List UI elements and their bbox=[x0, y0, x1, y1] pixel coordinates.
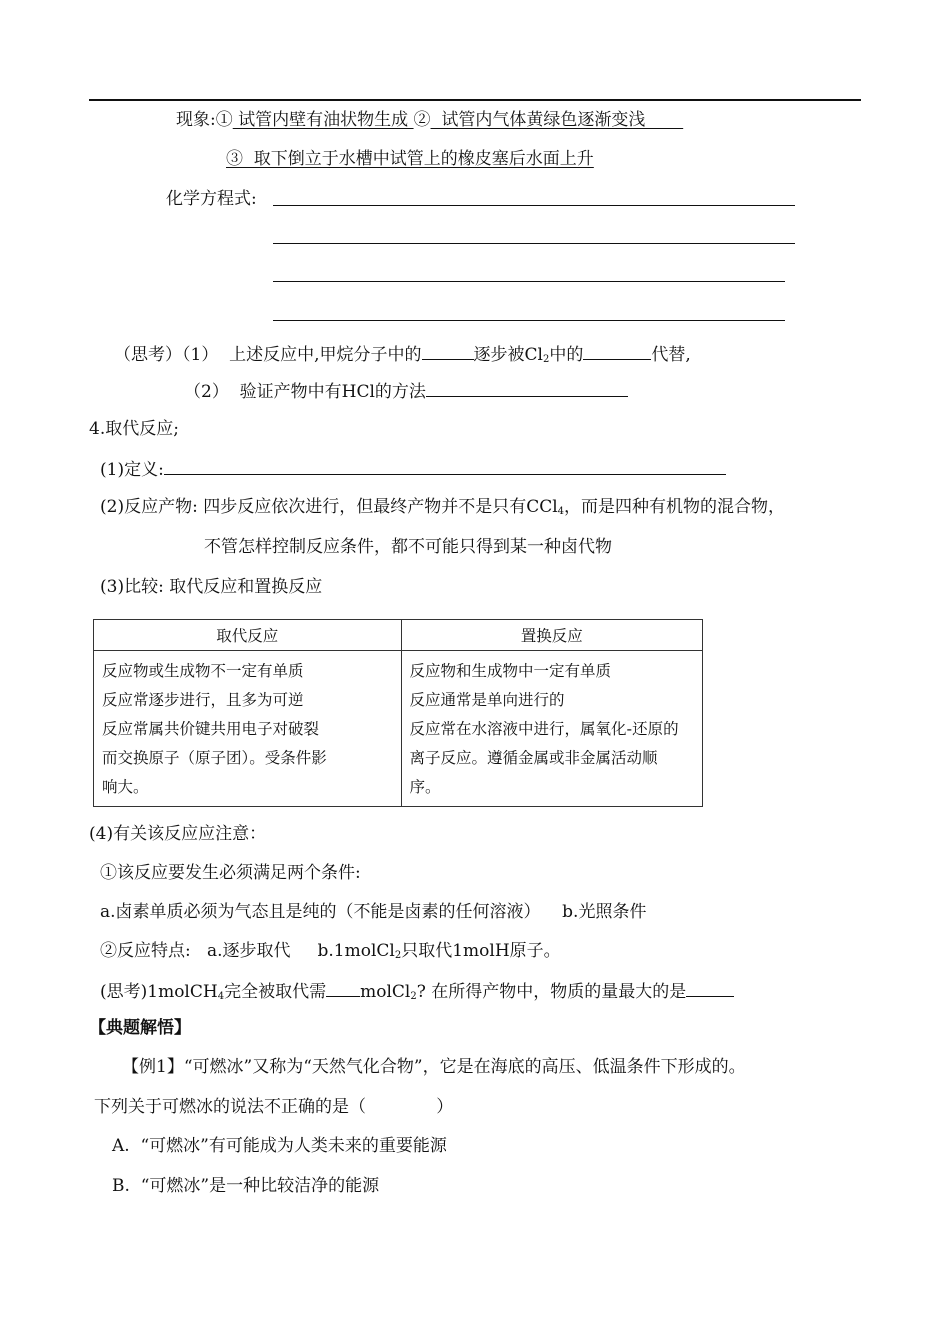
blank-definition[interactable] bbox=[164, 456, 726, 475]
table-cell-displacement bbox=[401, 651, 702, 807]
q-text-d: ? 在所得产物中，物质的量最大的是 bbox=[416, 982, 687, 1002]
examples-title: 【典题解悟】 bbox=[89, 1018, 191, 1038]
phenomenon-line-2 bbox=[226, 147, 594, 171]
notes-title: (4)有关该反应应注意： bbox=[89, 824, 267, 844]
cell-line: 序。 bbox=[409, 778, 441, 796]
phenomenon-line-1 bbox=[176, 108, 683, 132]
subscript: 4 bbox=[557, 506, 565, 517]
cell-line: 反应通常是单向进行的 bbox=[409, 691, 565, 709]
compare-line: (3)比较: 取代反应和置换反应 bbox=[100, 577, 323, 597]
marker-1: ① bbox=[215, 110, 233, 130]
cell-line: 而交换原子（原子团）。受条件影 bbox=[102, 749, 327, 767]
products-text-a: (2)反应产物: 四步反应依次进行，但最终产物并不是只有CCl bbox=[100, 497, 558, 517]
section-4-title: 4.取代反应; bbox=[89, 419, 179, 439]
example-1-line-2: 下列关于可燃冰的说法不正确的是（ ） bbox=[94, 1097, 454, 1117]
table-header-displacement: 置换反应 bbox=[401, 620, 702, 651]
subscript: 2 bbox=[542, 354, 550, 365]
cell-line: 反应常在水溶液中进行，属氧化-还原的 bbox=[409, 720, 679, 738]
phenomenon-label: 现象: bbox=[176, 110, 216, 130]
equation-label: 化学方程式: bbox=[166, 189, 257, 209]
think-suffix: 代替, bbox=[651, 345, 691, 365]
think-question-1 bbox=[114, 341, 691, 367]
subscript: 4 bbox=[217, 991, 225, 1002]
cell-line: 反应物和生成物中一定有单质 bbox=[409, 662, 612, 680]
table-cell-substitution bbox=[94, 651, 402, 807]
example-1-line-1: 【例1】“可燃冰”又称为“天然气化合物”，它是在海底的高压、低温条件下形成的。 bbox=[122, 1057, 746, 1077]
products-line-1 bbox=[100, 495, 785, 519]
equation-blank-3[interactable] bbox=[273, 281, 785, 282]
cell-line: 反应常属共价键共用电子对破裂 bbox=[102, 720, 320, 738]
conditions: a.卤素单质必须为气态且是纯的（不能是卤素的任何溶液） b.光照条件 bbox=[100, 902, 647, 922]
definition-line bbox=[100, 456, 726, 482]
blank-replacer[interactable] bbox=[583, 341, 651, 360]
features-text-a: ②反应特点: a.逐步取代 b.1molCl bbox=[100, 941, 395, 961]
blank-mol[interactable] bbox=[326, 978, 360, 997]
phenomenon-3: 取下倒立于水槽中试管上的橡皮塞后水面上升 bbox=[243, 149, 594, 169]
think-mid2: 中的 bbox=[549, 345, 584, 365]
equation-blank-1[interactable] bbox=[273, 205, 795, 206]
blank-method[interactable] bbox=[426, 378, 628, 397]
cell-line: 离子反应。遵循金属或非金属活动顺 bbox=[409, 749, 658, 767]
top-rule bbox=[89, 99, 861, 101]
think-question-2 bbox=[184, 378, 628, 404]
products-text-b: ，而是四种有机物的混合物， bbox=[564, 497, 786, 517]
phenomenon-2: 试管内气体黄绿色逐渐变浅 bbox=[430, 110, 684, 130]
option-a[interactable]: A. “可燃冰”有可能成为人类未来的重要能源 bbox=[112, 1136, 447, 1156]
features-text-b: 只取代1molH原子。 bbox=[401, 941, 561, 961]
q-text-b: 完全被取代需 bbox=[224, 982, 327, 1002]
definition-label: (1)定义: bbox=[100, 460, 164, 480]
q-text-a: (思考)1molCH bbox=[100, 982, 218, 1002]
think-prefix: （思考）（1） 上述反应中,甲烷分子中的 bbox=[114, 345, 422, 365]
products-line-2: 不管怎样控制反应条件，都不可能只得到某一种卤代物 bbox=[204, 537, 612, 557]
equation-blank-4[interactable] bbox=[273, 320, 785, 321]
think-mid: 逐步被Cl bbox=[473, 345, 543, 365]
cell-line: 响大。 bbox=[102, 778, 149, 796]
blank-atom[interactable] bbox=[422, 341, 474, 360]
marker-2: ② bbox=[413, 110, 431, 130]
reaction-features bbox=[100, 939, 561, 963]
cell-line: 反应常逐步进行，且多为可逆 bbox=[102, 691, 304, 709]
subscript: 2 bbox=[410, 991, 417, 1002]
think-question-3 bbox=[100, 978, 734, 1004]
option-b[interactable]: B. “可燃冰”是一种比较洁净的能源 bbox=[112, 1176, 380, 1196]
marker-3: ③ bbox=[226, 149, 243, 169]
q-text-c: molCl bbox=[360, 982, 411, 1002]
think-q2: （2） 验证产物中有HCl的方法 bbox=[184, 382, 426, 402]
subscript: 2 bbox=[394, 950, 402, 961]
table-header-substitution: 取代反应 bbox=[94, 620, 402, 651]
equation-blank-2[interactable] bbox=[273, 243, 795, 244]
condition-intro: ①该反应要发生必须满足两个条件: bbox=[100, 863, 361, 883]
cell-line: 反应物或生成物不一定有单质 bbox=[102, 662, 304, 680]
blank-product[interactable] bbox=[686, 978, 734, 997]
comparison-table bbox=[93, 619, 703, 807]
phenomenon-1: 试管内壁有油状物生成 bbox=[232, 110, 414, 130]
